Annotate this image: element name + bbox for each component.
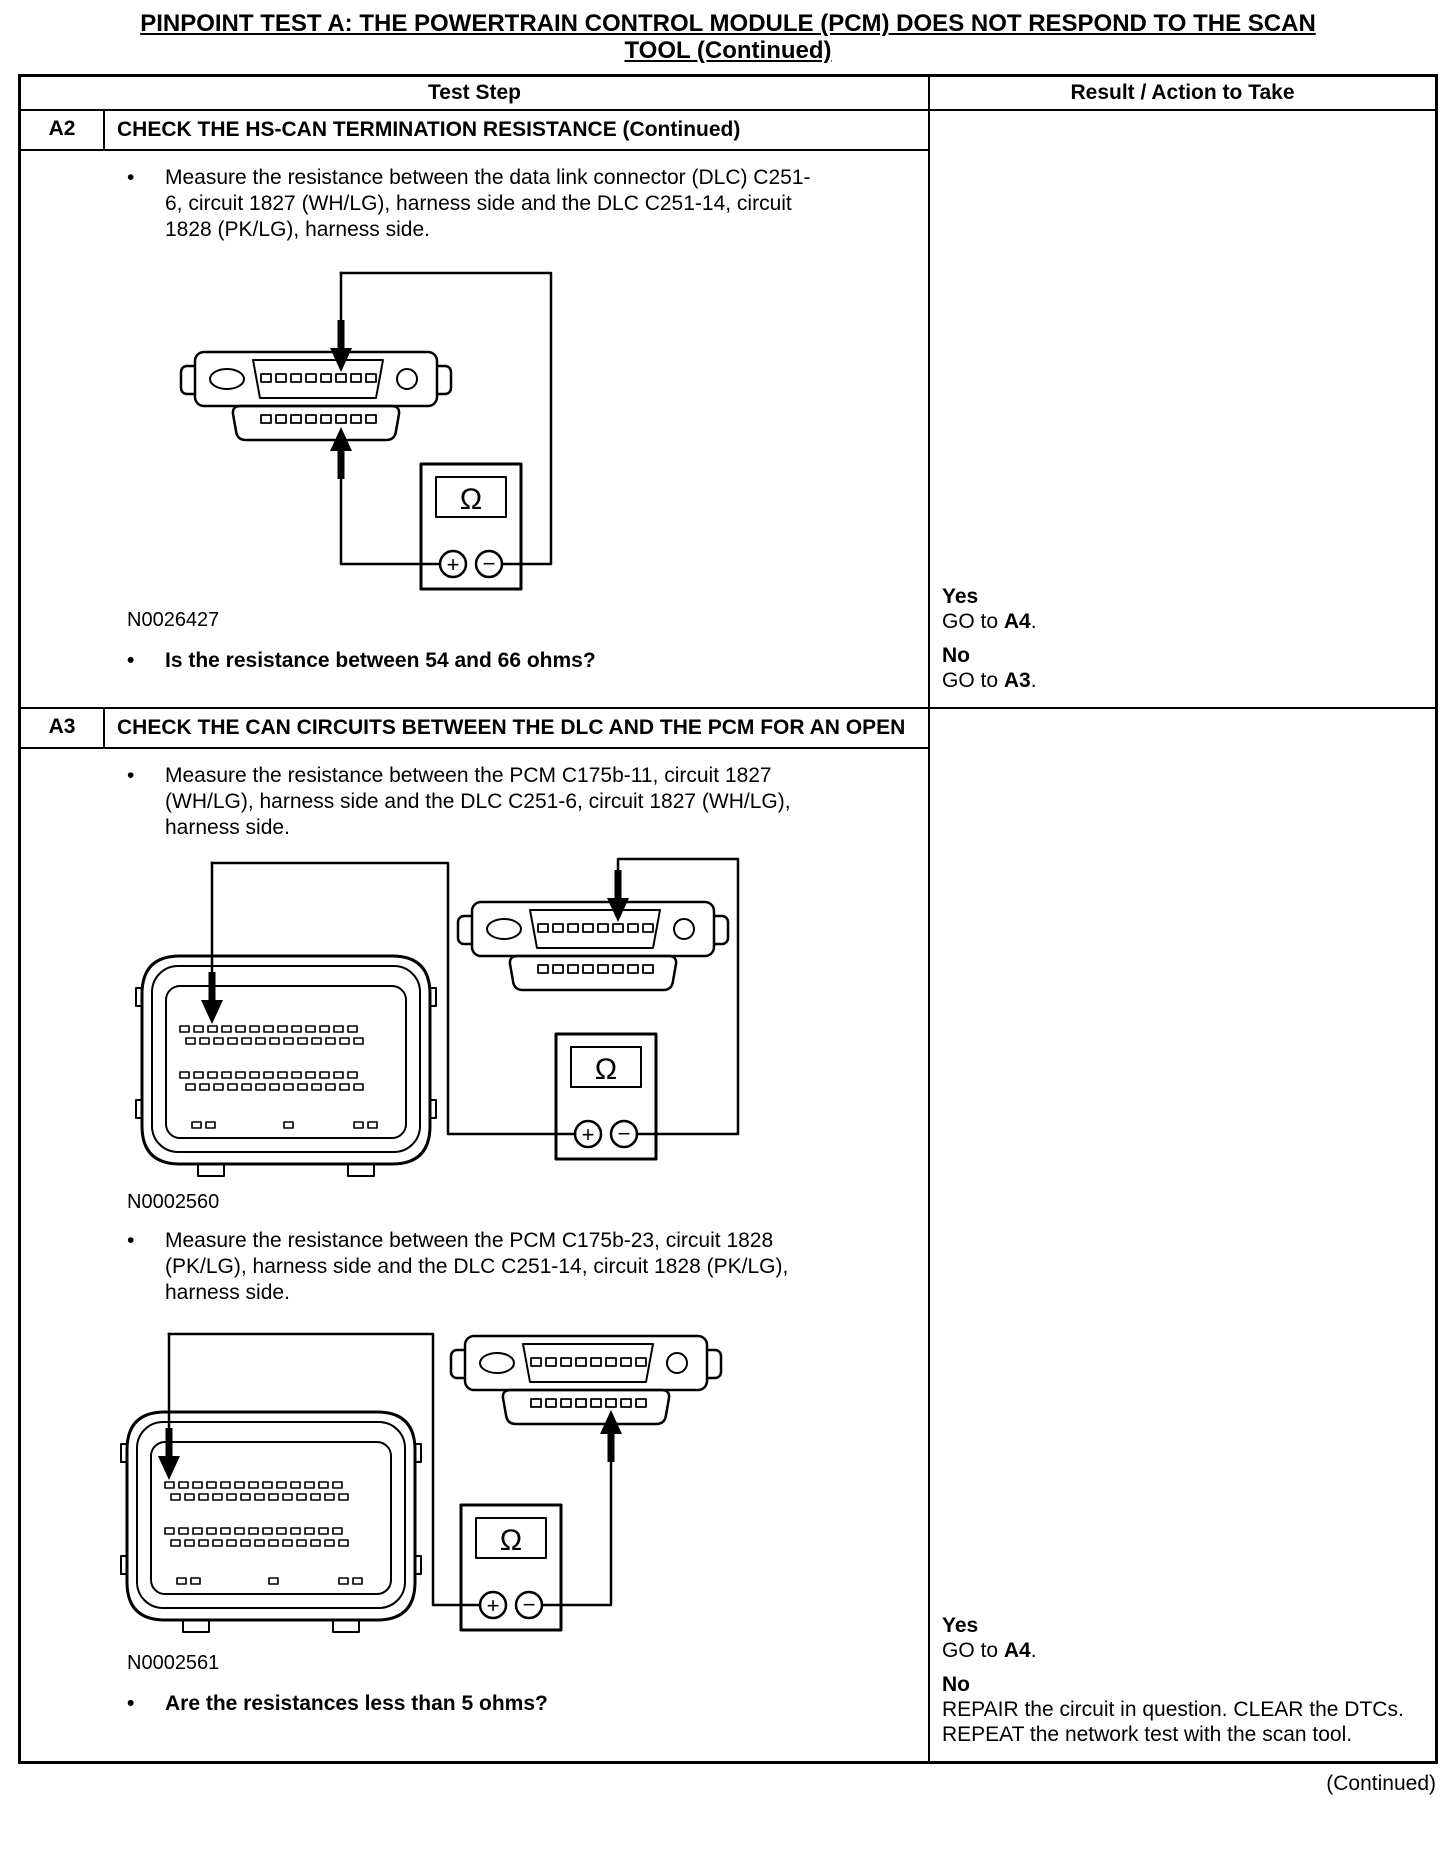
bullet-marker: • xyxy=(127,1692,135,1715)
dlc-bottom-pin-row xyxy=(538,965,653,973)
yes-action: GO to A4. xyxy=(942,610,1037,633)
minus-terminal: − xyxy=(482,551,496,576)
figure-label: N0026427 xyxy=(127,609,220,631)
table-header-row xyxy=(21,77,1435,111)
instruction-bullet xyxy=(21,763,928,841)
column-header-test-step: Test Step xyxy=(21,77,930,109)
yes-result: Yes GO to A4. xyxy=(942,584,1423,634)
no-result: No GO to A3. xyxy=(942,643,1423,693)
bullet-marker: • xyxy=(127,649,135,672)
dlc-connector xyxy=(458,902,728,990)
step-body xyxy=(21,749,930,1761)
no-result: No REPAIR the circuit in question. CLEAR the DTCs. REPEAT the network test with the scan tool. xyxy=(942,1672,1423,1747)
step-id: A2 xyxy=(21,111,105,151)
bullet-marker: • xyxy=(127,166,135,189)
bullet-marker: • xyxy=(127,764,135,787)
pcm-connector xyxy=(136,956,436,1176)
plus-terminal: + xyxy=(486,1593,500,1618)
ohmmeter xyxy=(556,1034,656,1159)
question-bullet xyxy=(21,1691,928,1717)
instruction-text: Measure the resistance between the PCM C175b-23, circuit 1828 (PK/LG), harness side and the DLC C251-14, circuit 1828 (PK/LG), harness side. xyxy=(165,1229,789,1304)
page-title-line2: TOOL (Continued) xyxy=(624,37,832,64)
column-header-result: Result / Action to Take xyxy=(1070,81,1295,104)
ohm-symbol: Ω xyxy=(459,483,483,516)
test-step-a3 xyxy=(21,707,1435,1761)
minus-terminal: − xyxy=(522,1592,536,1617)
yes-action: GO to A4. xyxy=(942,1639,1037,1662)
dlc-bottom-pin-row xyxy=(261,415,376,423)
ohmmeter xyxy=(461,1505,561,1630)
figure-label: N0002560 xyxy=(127,1191,220,1213)
dlc-bottom-pin-row xyxy=(531,1399,646,1407)
step-title: CHECK THE HS-CAN TERMINATION RESISTANCE (Continued) xyxy=(105,111,930,151)
plus-terminal: + xyxy=(446,552,460,577)
bullet-marker: • xyxy=(127,1229,135,1252)
pcm-dlc-circuit-1827-diagram xyxy=(126,849,771,1189)
result-cell xyxy=(930,709,1435,1761)
step-id: A3 xyxy=(21,709,105,749)
step-title: CHECK THE CAN CIRCUITS BETWEEN THE DLC AND THE PCM FOR AN OPEN xyxy=(105,709,930,749)
instruction-bullet xyxy=(21,1228,928,1306)
ohm-symbol: Ω xyxy=(499,1524,523,1557)
test-step-a2 xyxy=(21,111,1435,707)
dlc-connector xyxy=(181,352,451,440)
page-title-line1: PINPOINT TEST A: THE POWERTRAIN CONTROL MODULE (PCM) DOES NOT RESPOND TO THE SCAN xyxy=(140,10,1316,37)
question-bullet xyxy=(21,648,928,674)
minus-terminal: − xyxy=(617,1121,631,1146)
result-cell xyxy=(930,111,1435,707)
dlc-termination-diagram xyxy=(111,259,631,607)
figure-label: N0002561 xyxy=(127,1652,220,1674)
instruction-text: Measure the resistance between the data link connector (DLC) C251-6, circuit 1827 (WH/LG), harness side and the DLC C251-14, circuit 1828 (PK/LG), harness side. xyxy=(165,166,811,241)
probe-arrow-icon xyxy=(600,1410,622,1462)
dlc-connector xyxy=(451,1336,721,1424)
ohmmeter xyxy=(421,464,521,589)
probe-arrow-icon xyxy=(330,427,352,479)
step-body xyxy=(21,151,930,707)
question-text: Are the resistances less than 5 ohms? xyxy=(165,1692,548,1715)
yes-result: Yes GO to A4. xyxy=(942,1613,1423,1663)
page-title xyxy=(18,10,1438,64)
ohm-symbol: Ω xyxy=(594,1053,618,1086)
question-text: Is the resistance between 54 and 66 ohms? xyxy=(165,649,596,672)
pcm-dlc-circuit-1828-diagram xyxy=(111,1320,756,1650)
plus-terminal: + xyxy=(581,1122,595,1147)
no-action: GO to A3. xyxy=(942,669,1037,692)
instruction-bullet xyxy=(21,165,928,243)
no-action: REPAIR the circuit in question. CLEAR the DTCs. REPEAT the network test with the scan tool. xyxy=(942,1698,1404,1746)
continued-note: (Continued) xyxy=(1326,1772,1436,1795)
instruction-text: Measure the resistance between the PCM C175b-11, circuit 1827 (WH/LG), harness side and the DLC C251-6, circuit 1827 (WH/LG), harness side. xyxy=(165,764,791,839)
pinpoint-test-table xyxy=(18,74,1438,1764)
